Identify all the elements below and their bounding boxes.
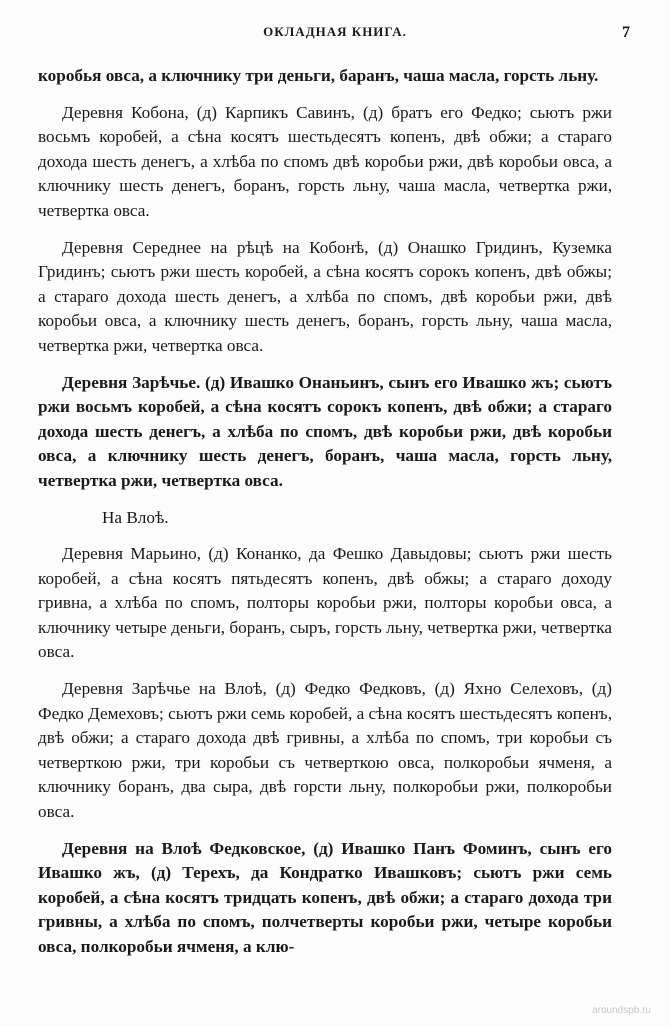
paragraph-continuation: коробья овса, а ключнику три деньги, баранъ, чаша масла, горсть льну. xyxy=(38,66,599,85)
paragraph-zarechye-na-vloe: Деревня Зарѣчье на Влоѣ, (д) Федко Федковъ, (д) Яхно Селеховъ, (д) Федко Демеховъ; сьютъ ржи семь коробей, а сѣна косятъ шестьдесятъ копенъ, двѣ обжи; а стараго дохода двѣ гривны, а хлѣба по спомъ, три коробьи съ четверткою ржи, три коробьи съ четверткою овса, полкоробьи ячменя, а ключнику боранъ, два сыра, двѣ горсти льну, полкоробьи ржи, полкоробьи овса. xyxy=(38,679,612,822)
paragraph-serednee: Деревня Середнее на рѣцѣ на Кобонѣ, (д) Онашко Гридинъ, Куземка Гридинъ; сьютъ ржи шесть коробей, а сѣна косятъ сорокъ копенъ, двѣ обжы; а стараго дохода шесть денегъ, а хлѣба по спомъ, двѣ коробьи ржи, двѣ коробьи овса, а ключнику шесть денегъ, боранъ, горсть льну, чаша масла, четвертка ржи, четвертка овса. xyxy=(38,237,612,355)
paragraph-maryino: Деревня Марьино, (д) Конанко, да Фешко Давыдовы; сьютъ ржи шесть коробей, а сѣна косятъ пятьдесятъ копенъ, двѣ обжы; а стараго доходу гривна, а хлѣба по спомъ, полторы коробьи ржи, полторы коробьи овса, а ключнику четыре деньги, боранъ, сыръ, горсть льну, четвертка ржи, четвертка овса. xyxy=(38,544,612,662)
text-body xyxy=(38,64,612,972)
page-header xyxy=(40,24,630,46)
page-number: 7 xyxy=(622,24,630,41)
running-head: ОКЛАДНАЯ КНИГА. xyxy=(263,24,407,39)
paragraph-kobona: Деревня Кобона, (д) Карпикъ Савинъ, (д) братъ его Федко; сьютъ ржи восьмъ коробей, а сѣна косятъ шестьдесятъ копенъ, двѣ обжи; а стараго дохода шесть денегъ, а хлѣба по спомъ двѣ коробьи ржи, двѣ коробьи овса, а ключнику шесть денегъ, боранъ, горсть льну, чаша масла, четвертка ржи, четвертка овса. xyxy=(38,102,612,220)
paragraph-zarechye: Деревня Зарѣчье. (д) Ивашко Онаньинъ, сынъ его Ивашко жъ; сьютъ ржи восьмъ коробей, а сѣна косятъ сорокъ копенъ, двѣ обжи; а стараго дохода шесть денегъ, а хлѣба по спомъ, двѣ коробьи ржи, двѣ коробьи овса, а ключнику шесть денегъ, боранъ, чаша масла, горсть льну, четвертка ржи, четвертка овса. xyxy=(38,372,612,490)
paragraph-fedkovskoe: Деревня на Влоѣ Федковское, (д) Ивашко Панъ Фоминъ, сынъ его Ивашко жъ, (д) Терехъ, да Кондратко Ивашковъ; сьютъ ржи семь коробей, а сѣна косятъ тридцать копенъ, двѣ обжи; а стараго дохода три гривны, а хлѣба по спомъ, полчетверты коробьи ржи, четыре коробьи овса, полкоробьи ячменя, а клю- xyxy=(38,838,612,956)
section-heading-vloe: На Влоѣ. xyxy=(102,507,169,527)
watermark: aroundspb.ru xyxy=(592,1005,651,1016)
